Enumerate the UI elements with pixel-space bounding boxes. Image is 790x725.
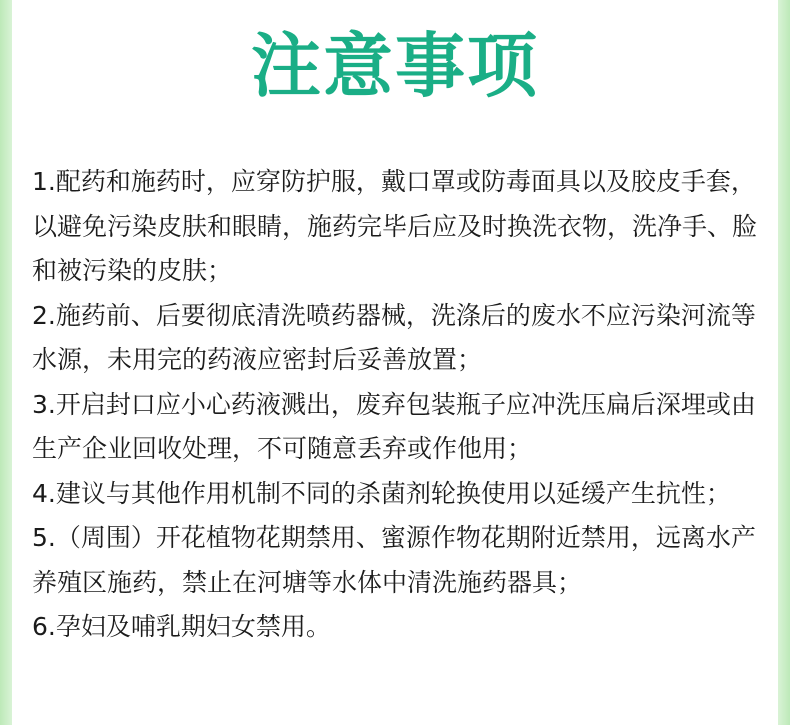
notice-item-6: 6.孕妇及哺乳期妇女禁用。: [32, 612, 331, 641]
notice-list: [32, 160, 768, 650]
notice-item-4: 4.建议与其他作用机制不同的杀菌剂轮换使用以延缓产生抗性；: [32, 478, 731, 508]
notice-item-5: 5.（周围）开花植物花期禁用、蜜源作物花期附近禁用，远离水产养殖区施药，禁止在河塘等水体中清洗施药器具；: [32, 523, 756, 597]
notice-item-2: 2.施药前、后要彻底清洗喷药器械，洗涤后的废水不应污染河流等水源，未用完的药液应密封后妥善放置；: [32, 300, 756, 374]
notice-item-1: 1.配药和施药时，应穿防护服，戴口罩或防毒面具以及胶皮手套，以避免污染皮肤和眼睛，施药完毕后应及时换洗衣物，洗净手、脸和被污染的皮肤；: [32, 167, 758, 285]
notice-item-3: 3.开启封口应小心药液溅出，废弃包装瓶子应冲洗压扁后深埋或由生产企业回收处理，不可随意丢弃或作他用；: [32, 389, 756, 463]
page-title: 注意事项: [251, 25, 539, 107]
